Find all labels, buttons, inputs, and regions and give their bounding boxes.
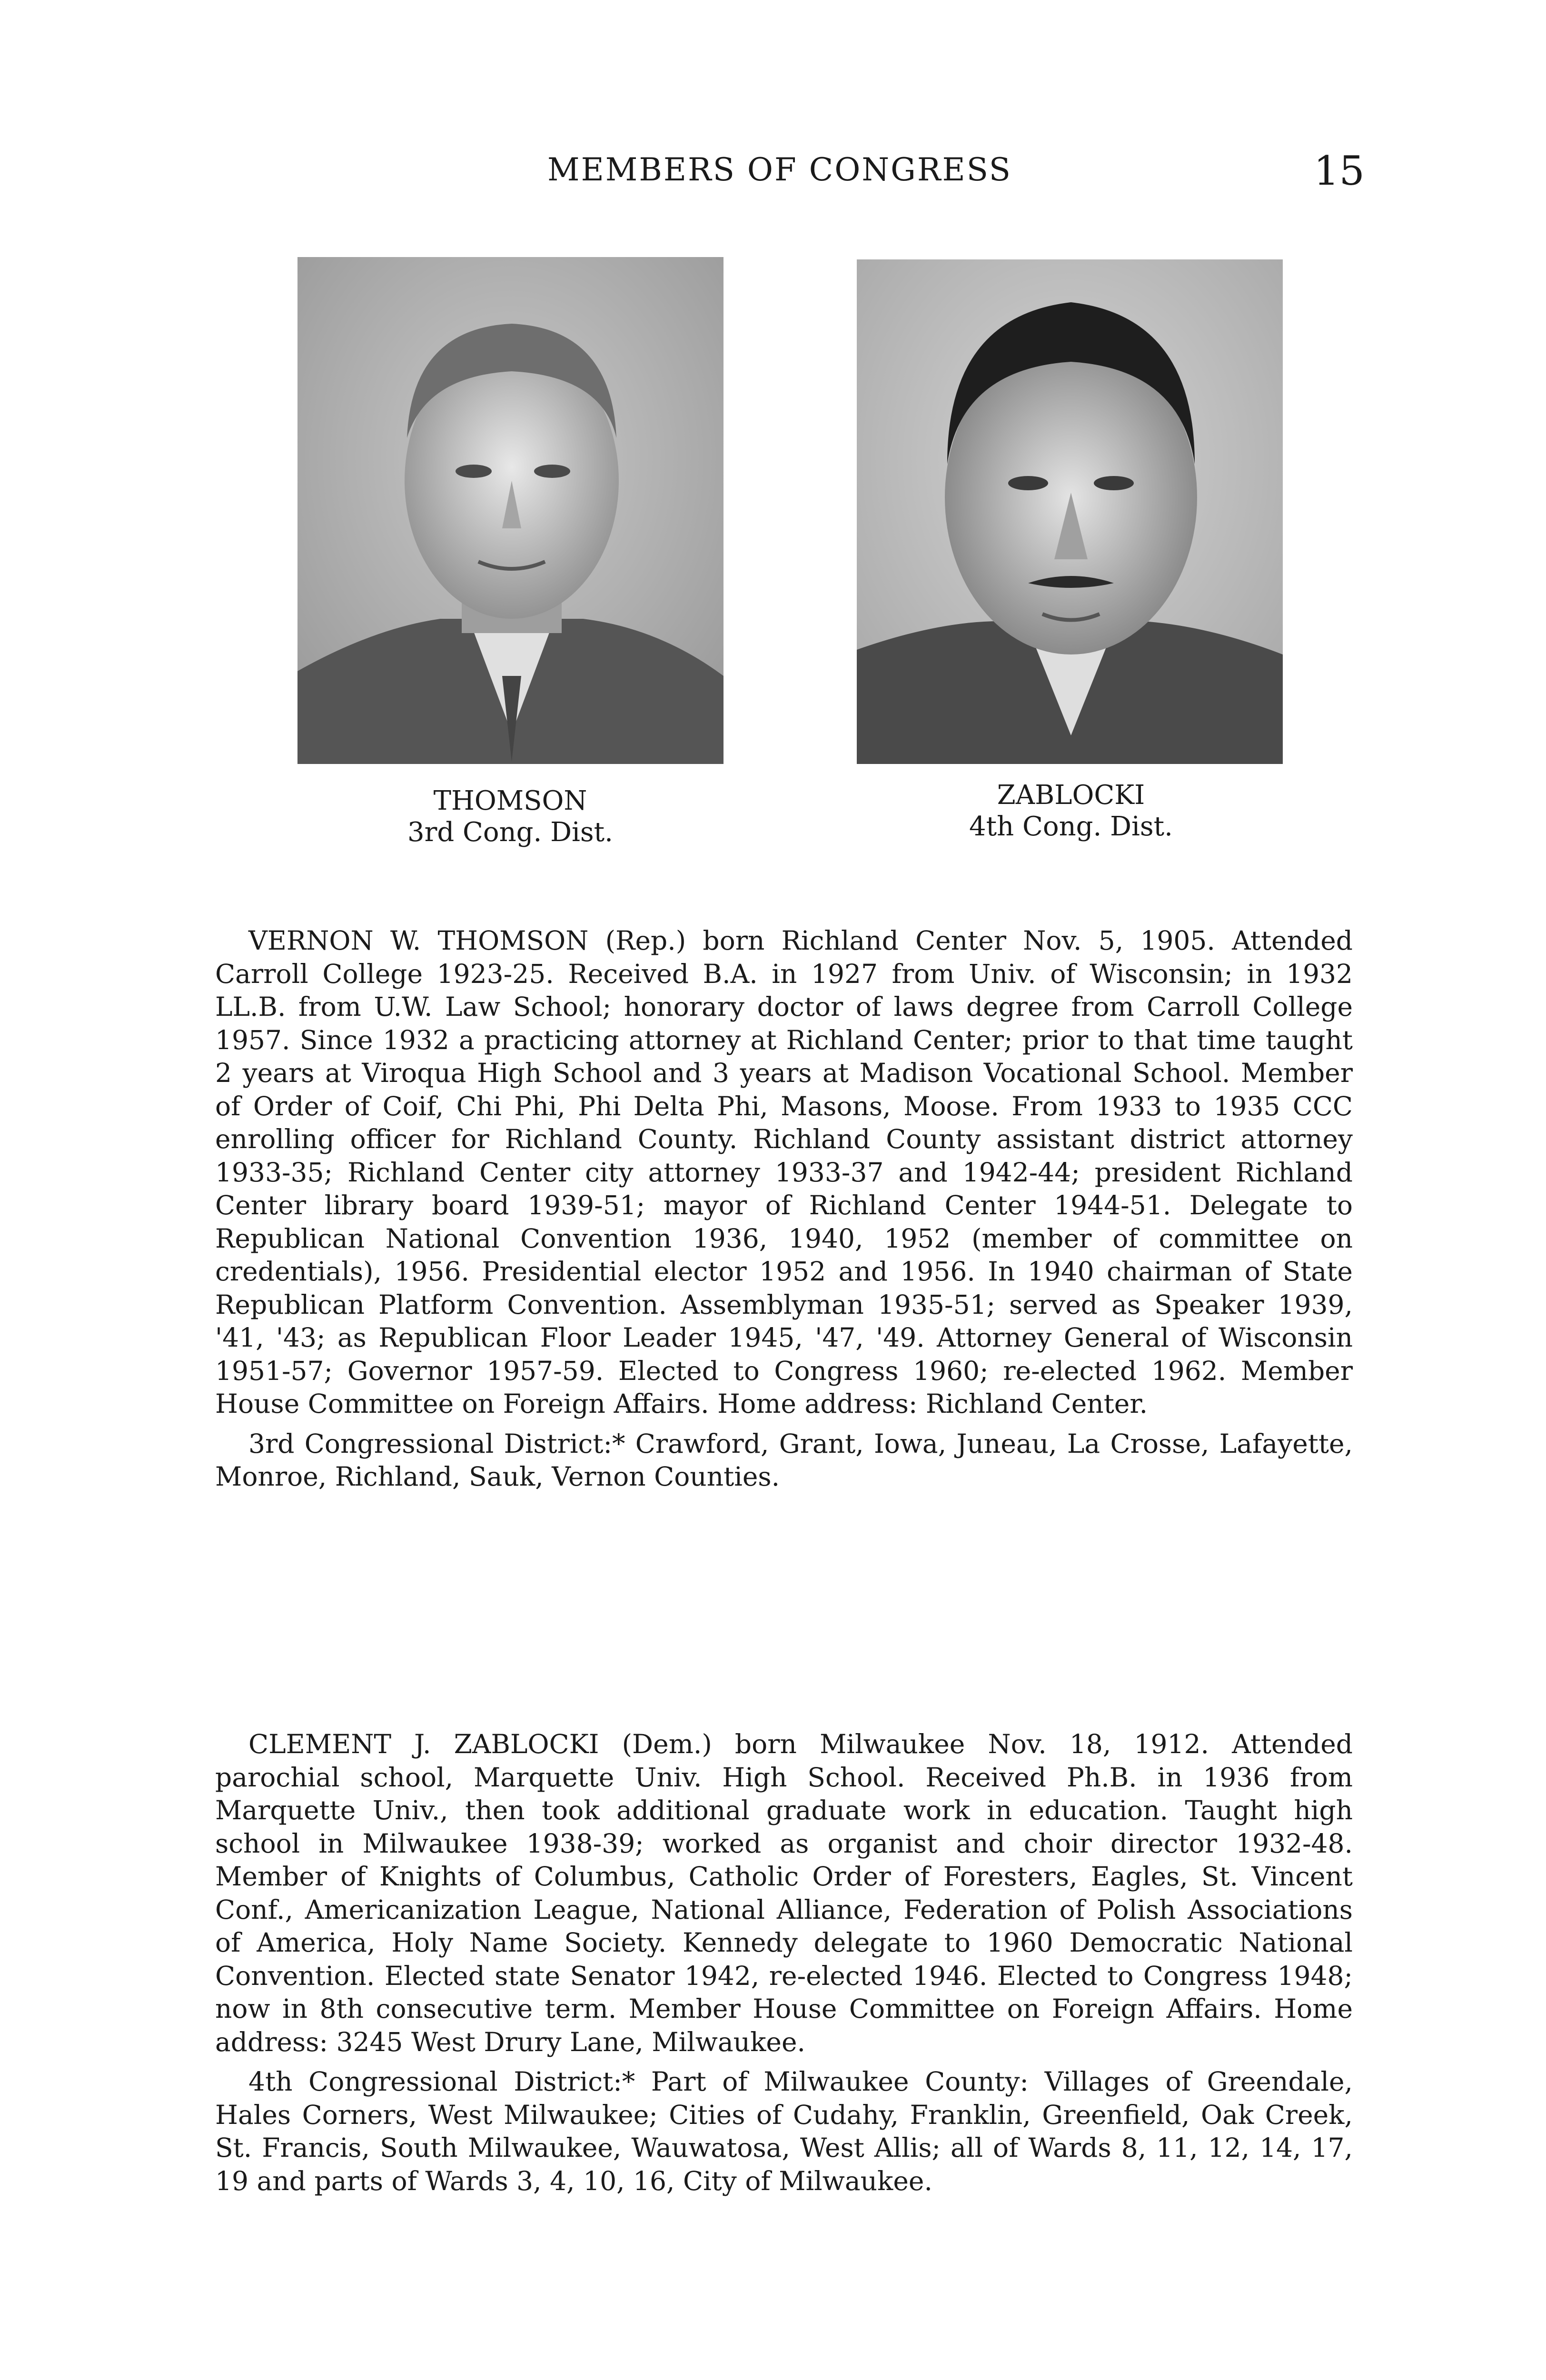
zablocki-caption-district: 4th Cong. Dist. [969,811,1173,842]
zablocki-district-paragraph: 4th Congressional District:* Part of Milwaukee County: Villages of Greendale, Hales Corners, West Milwaukee; Cities of Cudahy, Franklin, Greenfield, Oak Creek, St. Francis, South Milwaukee, Wauwatosa, West Allis; all of Wards 8, 11, 12, 14, 17, 19 and parts of Wards 3, 4, 10, 16, City of Milwaukee. [215,2066,1353,2196]
zablocki-caption [857,780,1285,843]
page-number: 15 [1314,148,1365,194]
thomson-portrait [297,257,723,764]
running-head: MEMBERS OF CONGRESS [547,151,1012,188]
thomson-portrait-image [297,257,723,764]
zablocki-caption-name: ZABLOCKI [997,780,1145,811]
zablocki-bio-paragraph: CLEMENT J. ZABLOCKI (Dem.) born Milwaukee Nov. 18, 1912. Attended parochial school, Marquette Univ. High School. Received Ph.B. in 1936 from Marquette Univ., then took additional graduate work in education. Taught high school in Milwaukee 1938-39; worked as organist and choir director 1932-48. Member of Knights of Columbus, Catholic Order of Foresters, Eagles, St. Vincent Conf., Americanization League, National Alliance, Federation of Polish Associations of America, Holy Name Society. Kennedy delegate to 1960 Democratic National Convention. Elected state Senator 1942, re-elected 1946. Elected to Congress 1948; now in 8th consecutive term. Member House Committee on Foreign Affairs. Home address: 3245 West Drury Lane, Milwaukee. [215,1729,1353,2057]
zablocki-portrait-image [857,259,1283,764]
zablocki-biography [215,1728,1353,2198]
thomson-caption-name: THOMSON [433,785,587,816]
thomson-caption-district: 3rd Cong. Dist. [407,817,613,848]
thomson-caption [296,785,724,848]
thomson-bio-paragraph: VERNON W. THOMSON (Rep.) born Richland Center Nov. 5, 1905. Attended Carroll College 1923-25. Received B.A. in 1927 from Univ. of Wisconsin; in 1932 LL.B. from U.W. Law School; honorary doctor of laws degree from Carroll College 1957. Since 1932 a practicing attorney at Richland Center; prior to that time taught 2 years at Viroqua High School and 3 years at Madison Vocational School. Member of Order of Coif, Chi Phi, Phi Delta Phi, Masons, Moose. From 1933 to 1935 CCC enrolling officer for Richland County. Richland County assistant district attorney 1933-35; Richland Center city attorney 1933-37 and 1942-44; president Richland Center library board 1939-51; mayor of Richland Center 1944-51. Delegate to Republican National Convention 1936, 1940, 1952 (member of committee on credentials), 1956. Presidential elector 1952 and 1956. In 1940 chairman of State Republican Platform Convention. Assemblyman 1935-51; served as Speaker 1939, '41, '43; as Republican Floor Leader 1945, '47, '49. Attorney General of Wisconsin 1951-57; Governor 1957-59. Elected to Congress 1960; re-elected 1962. Member House Committee on Foreign Affairs. Home address: Richland Center. [215,925,1353,1419]
zablocki-portrait [857,259,1283,764]
thomson-biography [215,924,1353,1494]
thomson-district-paragraph: 3rd Congressional District:* Crawford, Grant, Iowa, Juneau, La Crosse, Lafayette, Monroe, Richland, Sauk, Vernon Counties. [215,1428,1353,1492]
